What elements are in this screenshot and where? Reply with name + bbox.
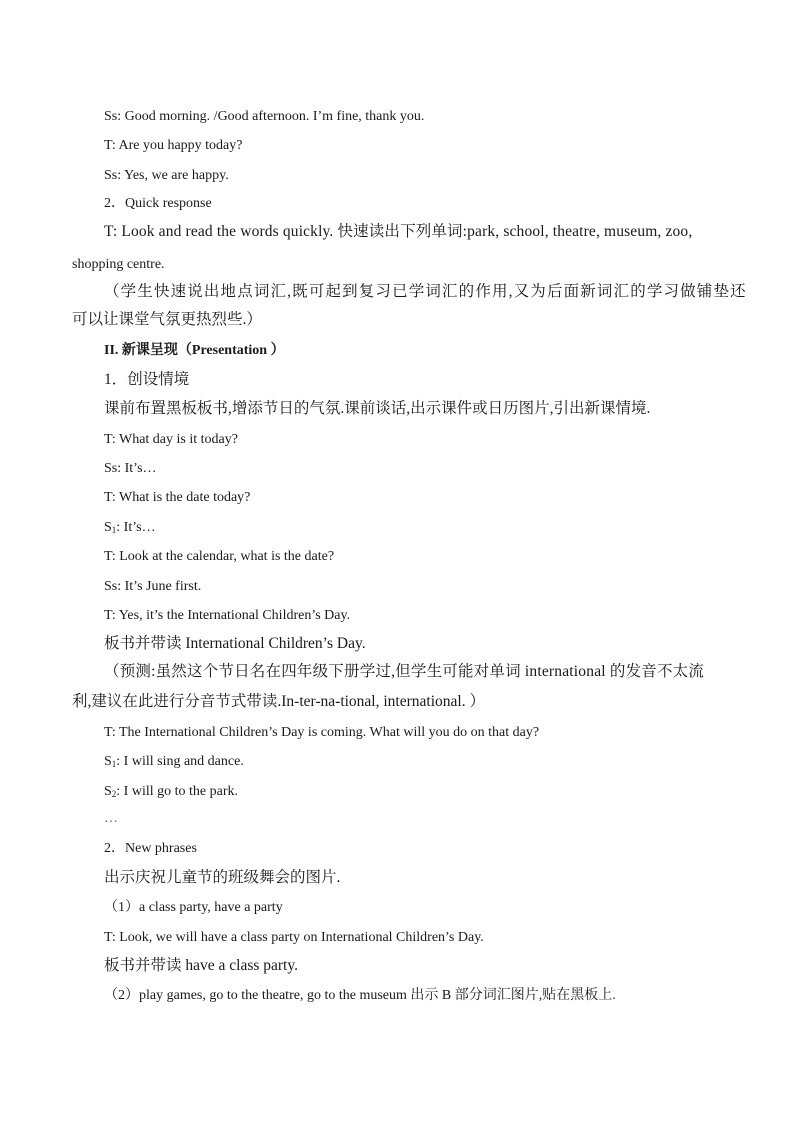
instruction-line: 课前布置黑板板书,增添节日的气氛.课前谈话,出示课件或日历图片,引出新课情境. [104, 400, 651, 417]
prediction-note-line: （预测:虽然这个节日名在四年级下册学过,但学生可能对单词 international 的发音不太流 [104, 663, 705, 680]
dialogue-line: Ss: It’s… [104, 461, 157, 476]
dialogue-line: T: Look at the calendar, what is the date? [104, 549, 335, 564]
instruction-line: T: Look and read the words quickly. 快速读出下列单词:park, school, theatre, museum, zoo, [104, 223, 693, 240]
section-heading-presentation: II. 新课呈现（Presentation ） [104, 343, 285, 358]
speaker-label: $S_1$ [104, 754, 117, 769]
greeting-line: Ss: Good morning. /Good afternoon. I’m fine, thank you. [104, 109, 425, 124]
dialogue-line: Ss: Yes, we are happy. [104, 168, 229, 183]
section-heading-new-phrases: 2．New phrases [104, 841, 197, 856]
dialogue-line: T: What day is it today? [104, 432, 238, 447]
subsection-heading: 1．创设情境 [104, 371, 190, 388]
speaker-label: $S_1$ [104, 520, 117, 535]
instruction-line: 出示庆祝儿童节的班级舞会的图片. [104, 869, 341, 886]
dialogue-line: T: The International Children’s Day is coming. What will you do on that day? [104, 725, 540, 740]
phrase-item: （1）a class party, have a party [104, 900, 283, 915]
dialogue-line: T: Yes, it’s the International Children’s Day. [104, 608, 351, 623]
dialogue-line: $S_1$: I will sing and dance. [104, 754, 244, 769]
dialogue-line: $S_2$: I will go to the park. [104, 784, 238, 799]
dialogue-line: $S_1$: It’s… [104, 520, 156, 535]
dialogue-line: Ss: It’s June first. [104, 579, 202, 594]
note-line-continued: 可以让课堂气氛更热烈些.） [72, 311, 262, 328]
note-line: （学生快速说出地点词汇,既可起到复习已学词汇的作用,又为后面新词汇的学习做铺垫还 [104, 283, 747, 300]
ellipsis: … [104, 811, 118, 826]
dialogue-line: T: What is the date today? [104, 490, 251, 505]
instruction-line-continued: shopping centre. [72, 257, 165, 272]
prediction-note-line-continued: 利,建议在此进行分音节式带读.In-ter-na-tional, international. ） [72, 693, 485, 710]
phrase-item: （2）play games, go to the theatre, go to the museum 出示 B 部分词汇图片,贴在黑板上. [104, 988, 616, 1003]
dialogue-line: T: Are you happy today? [104, 138, 243, 153]
board-note-line: 板书并带读 International Children’s Day. [104, 635, 366, 652]
board-note-line: 板书并带读 have a class party. [104, 957, 298, 974]
speaker-label: $S_2$ [104, 784, 117, 799]
dialogue-line: T: Look, we will have a class party on International Children’s Day. [104, 930, 484, 945]
section-heading-quick-response: 2．Quick response [104, 196, 212, 211]
